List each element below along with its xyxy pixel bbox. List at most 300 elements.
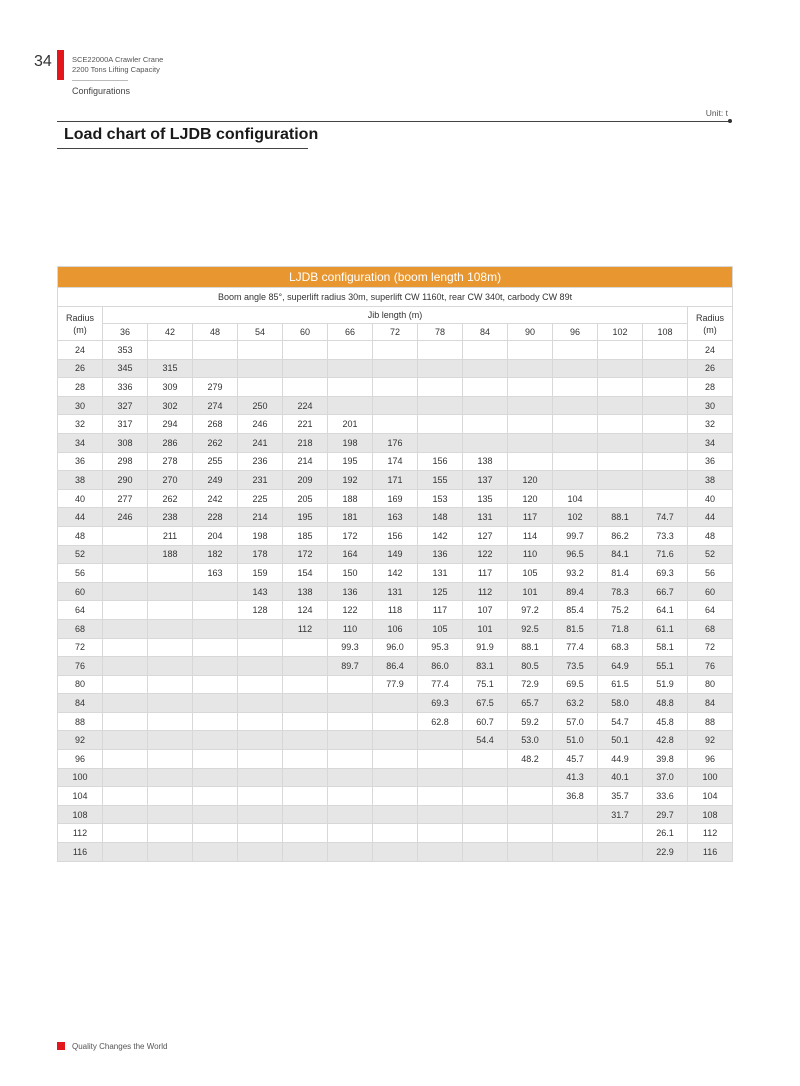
load-value-cell: 41.3: [553, 768, 598, 787]
load-value-cell: [283, 712, 328, 731]
load-value-cell: [328, 805, 373, 824]
load-value-cell: [103, 694, 148, 713]
load-value-cell: [373, 341, 418, 360]
load-value-cell: 142: [418, 526, 463, 545]
load-value-cell: 246: [103, 508, 148, 527]
load-value-cell: [148, 805, 193, 824]
load-value-cell: 228: [193, 508, 238, 527]
load-value-cell: 176: [373, 433, 418, 452]
load-value-cell: [283, 750, 328, 769]
load-value-cell: 117: [463, 564, 508, 583]
table-row: [58, 582, 733, 601]
load-value-cell: 150: [328, 564, 373, 583]
jib-length-cell: 42: [148, 324, 193, 341]
load-value-cell: [328, 712, 373, 731]
radius-cell-left: 40: [58, 489, 103, 508]
radius-cell-right: 84: [688, 694, 733, 713]
load-value-cell: [553, 471, 598, 490]
load-value-cell: 106: [373, 619, 418, 638]
radius-cell-left: 96: [58, 750, 103, 769]
radius-cell-left: 116: [58, 843, 103, 862]
load-value-cell: [103, 657, 148, 676]
radius-cell-left: 84: [58, 694, 103, 713]
radius-cell-left: 32: [58, 415, 103, 434]
load-value-cell: [553, 415, 598, 434]
jib-length-cell: 54: [238, 324, 283, 341]
load-value-cell: 77.4: [418, 675, 463, 694]
load-value-cell: [283, 638, 328, 657]
load-value-cell: 64.9: [598, 657, 643, 676]
load-value-cell: [238, 341, 283, 360]
load-value-cell: 198: [238, 526, 283, 545]
load-value-cell: 73.5: [553, 657, 598, 676]
load-value-cell: [463, 341, 508, 360]
load-value-cell: [238, 824, 283, 843]
load-value-cell: [373, 359, 418, 378]
load-value-cell: [238, 805, 283, 824]
load-value-cell: [238, 378, 283, 397]
jib-length-cell: 78: [418, 324, 463, 341]
load-value-cell: [238, 712, 283, 731]
load-value-cell: 204: [193, 526, 238, 545]
load-value-cell: [463, 378, 508, 397]
load-value-cell: 138: [463, 452, 508, 471]
load-value-cell: [328, 750, 373, 769]
load-value-cell: [148, 824, 193, 843]
load-value-cell: [238, 657, 283, 676]
load-value-cell: [463, 824, 508, 843]
load-value-cell: 31.7: [598, 805, 643, 824]
load-value-cell: 238: [148, 508, 193, 527]
table-row: [58, 601, 733, 620]
load-value-cell: [553, 452, 598, 471]
load-value-cell: [193, 582, 238, 601]
load-value-cell: 298: [103, 452, 148, 471]
load-value-cell: 156: [373, 526, 418, 545]
load-value-cell: [598, 843, 643, 862]
load-value-cell: 69.5: [553, 675, 598, 694]
load-value-cell: 69.3: [643, 564, 688, 583]
load-value-cell: 172: [328, 526, 373, 545]
load-value-cell: 241: [238, 433, 283, 452]
load-value-cell: 124: [283, 601, 328, 620]
load-value-cell: 85.4: [553, 601, 598, 620]
load-value-cell: 353: [103, 341, 148, 360]
load-value-cell: 154: [283, 564, 328, 583]
load-value-cell: 270: [148, 471, 193, 490]
load-value-cell: [418, 359, 463, 378]
load-value-cell: 218: [283, 433, 328, 452]
table-row: [58, 787, 733, 806]
radius-cell-right: 26: [688, 359, 733, 378]
load-value-cell: [373, 712, 418, 731]
load-value-cell: [598, 341, 643, 360]
load-value-cell: [418, 805, 463, 824]
load-value-cell: [328, 378, 373, 397]
load-value-cell: [103, 712, 148, 731]
load-value-cell: [373, 750, 418, 769]
load-value-cell: 156: [418, 452, 463, 471]
load-value-cell: 211: [148, 526, 193, 545]
load-value-cell: [193, 601, 238, 620]
load-value-cell: [103, 768, 148, 787]
load-value-cell: [193, 768, 238, 787]
load-value-cell: [508, 359, 553, 378]
load-value-cell: [283, 824, 328, 843]
load-value-cell: 153: [418, 489, 463, 508]
load-value-cell: [283, 675, 328, 694]
load-value-cell: [238, 619, 283, 638]
load-value-cell: 105: [508, 564, 553, 583]
load-value-cell: 125: [418, 582, 463, 601]
load-value-cell: 67.5: [463, 694, 508, 713]
load-value-cell: [103, 675, 148, 694]
load-chart-table: [57, 266, 733, 862]
table-row: [58, 526, 733, 545]
load-value-cell: 51.0: [553, 731, 598, 750]
load-value-cell: [148, 619, 193, 638]
radius-header-right-label: Radius: [696, 312, 725, 323]
load-value-cell: 57.0: [553, 712, 598, 731]
table-banner: LJDB configuration (boom length 108m): [58, 267, 733, 288]
load-value-cell: 290: [103, 471, 148, 490]
radius-cell-left: 108: [58, 805, 103, 824]
load-value-cell: 95.3: [418, 638, 463, 657]
radius-cell-right: 24: [688, 341, 733, 360]
load-value-cell: 107: [463, 601, 508, 620]
table-row: [58, 378, 733, 397]
load-value-cell: [508, 452, 553, 471]
radius-cell-right: 34: [688, 433, 733, 452]
load-value-cell: [418, 396, 463, 415]
load-value-cell: [148, 768, 193, 787]
load-value-cell: [643, 433, 688, 452]
load-value-cell: [328, 787, 373, 806]
unit-label: Unit: t: [705, 108, 728, 118]
radius-cell-left: 34: [58, 433, 103, 452]
load-value-cell: [103, 582, 148, 601]
load-value-cell: 148: [418, 508, 463, 527]
load-value-cell: 135: [463, 489, 508, 508]
jib-length-cell: 84: [463, 324, 508, 341]
load-value-cell: [508, 341, 553, 360]
load-value-cell: 214: [283, 452, 328, 471]
table-row: [58, 805, 733, 824]
radius-cell-left: 44: [58, 508, 103, 527]
radius-cell-left: 72: [58, 638, 103, 657]
load-value-cell: 62.8: [418, 712, 463, 731]
load-value-cell: [643, 415, 688, 434]
load-value-cell: 302: [148, 396, 193, 415]
page-number: 34: [34, 53, 52, 70]
load-value-cell: 81.4: [598, 564, 643, 583]
table-row: [58, 508, 733, 527]
table-row: [58, 452, 733, 471]
load-value-cell: [463, 359, 508, 378]
load-value-cell: 188: [328, 489, 373, 508]
load-value-cell: [103, 601, 148, 620]
load-value-cell: [103, 526, 148, 545]
load-value-cell: [418, 824, 463, 843]
radius-cell-right: 60: [688, 582, 733, 601]
load-value-cell: [553, 824, 598, 843]
load-value-cell: 44.9: [598, 750, 643, 769]
load-value-cell: 205: [283, 489, 328, 508]
table-row: [58, 545, 733, 564]
load-value-cell: 48.2: [508, 750, 553, 769]
header-product-info: [72, 55, 163, 75]
load-value-cell: 110: [508, 545, 553, 564]
jib-length-cell: 108: [643, 324, 688, 341]
load-value-cell: [508, 768, 553, 787]
load-value-cell: 195: [328, 452, 373, 471]
load-value-cell: 86.2: [598, 526, 643, 545]
load-value-cell: [238, 768, 283, 787]
load-value-cell: [508, 415, 553, 434]
title-underline: [57, 148, 308, 149]
table-row: [58, 415, 733, 434]
load-value-cell: 80.5: [508, 657, 553, 676]
load-value-cell: 58.0: [598, 694, 643, 713]
load-value-cell: 53.0: [508, 731, 553, 750]
load-value-cell: [373, 731, 418, 750]
load-value-cell: [598, 359, 643, 378]
load-value-cell: [193, 694, 238, 713]
load-value-cell: [418, 843, 463, 862]
table-row: [58, 489, 733, 508]
radius-cell-left: 30: [58, 396, 103, 415]
load-value-cell: [463, 768, 508, 787]
load-value-cell: [643, 378, 688, 397]
load-value-cell: [418, 731, 463, 750]
table-row: [58, 359, 733, 378]
radius-cell-right: 56: [688, 564, 733, 583]
radius-cell-left: 60: [58, 582, 103, 601]
load-value-cell: 117: [508, 508, 553, 527]
load-value-cell: 163: [373, 508, 418, 527]
load-value-cell: [238, 843, 283, 862]
load-value-cell: 131: [463, 508, 508, 527]
load-value-cell: 182: [193, 545, 238, 564]
load-value-cell: 54.4: [463, 731, 508, 750]
load-value-cell: 36.8: [553, 787, 598, 806]
load-value-cell: [373, 694, 418, 713]
load-value-cell: 72.9: [508, 675, 553, 694]
load-value-cell: [643, 471, 688, 490]
load-value-cell: 86.4: [373, 657, 418, 676]
load-value-cell: 102: [553, 508, 598, 527]
load-value-cell: [418, 787, 463, 806]
load-value-cell: 39.8: [643, 750, 688, 769]
load-value-cell: 315: [148, 359, 193, 378]
load-value-cell: 104: [553, 489, 598, 508]
load-value-cell: [328, 675, 373, 694]
radius-cell-right: 28: [688, 378, 733, 397]
load-value-cell: [418, 768, 463, 787]
load-value-cell: [148, 843, 193, 862]
load-value-cell: [193, 787, 238, 806]
load-value-cell: 120: [508, 489, 553, 508]
load-value-cell: 68.3: [598, 638, 643, 657]
jib-length-cell: 96: [553, 324, 598, 341]
load-value-cell: [103, 638, 148, 657]
load-value-cell: 22.9: [643, 843, 688, 862]
radius-cell-right: 116: [688, 843, 733, 862]
radius-cell-left: 100: [58, 768, 103, 787]
load-value-cell: 45.8: [643, 712, 688, 731]
load-value-cell: [373, 805, 418, 824]
load-value-cell: [193, 843, 238, 862]
load-value-cell: 50.1: [598, 731, 643, 750]
load-chart-body: [58, 341, 733, 862]
load-value-cell: [103, 824, 148, 843]
radius-cell-right: 88: [688, 712, 733, 731]
load-value-cell: 54.7: [598, 712, 643, 731]
load-value-cell: [508, 843, 553, 862]
load-value-cell: 317: [103, 415, 148, 434]
load-value-cell: 42.8: [643, 731, 688, 750]
load-value-cell: [283, 657, 328, 676]
load-value-cell: 55.1: [643, 657, 688, 676]
load-value-cell: [373, 415, 418, 434]
header-product-line: SCE22000A Crawler Crane: [72, 55, 164, 64]
table-row: [58, 712, 733, 731]
load-value-cell: [643, 396, 688, 415]
load-value-cell: 198: [328, 433, 373, 452]
radius-cell-left: 68: [58, 619, 103, 638]
load-value-cell: [193, 675, 238, 694]
load-value-cell: 45.7: [553, 750, 598, 769]
radius-cell-left: 92: [58, 731, 103, 750]
load-value-cell: [148, 638, 193, 657]
load-value-cell: 71.8: [598, 619, 643, 638]
radius-cell-right: 76: [688, 657, 733, 676]
brand-accent-bar: [57, 50, 64, 80]
load-value-cell: 112: [463, 582, 508, 601]
load-value-cell: 96.0: [373, 638, 418, 657]
load-value-cell: 99.7: [553, 526, 598, 545]
load-value-cell: [148, 341, 193, 360]
load-value-cell: 65.7: [508, 694, 553, 713]
load-value-cell: 69.3: [418, 694, 463, 713]
load-value-cell: [463, 843, 508, 862]
load-value-cell: [328, 341, 373, 360]
load-value-cell: 279: [193, 378, 238, 397]
load-value-cell: 142: [373, 564, 418, 583]
load-value-cell: 209: [283, 471, 328, 490]
load-value-cell: 236: [238, 452, 283, 471]
load-value-cell: 136: [418, 545, 463, 564]
load-value-cell: [373, 378, 418, 397]
table-row: [58, 843, 733, 862]
load-value-cell: 26.1: [643, 824, 688, 843]
load-value-cell: 262: [148, 489, 193, 508]
load-value-cell: [463, 750, 508, 769]
load-value-cell: 105: [418, 619, 463, 638]
load-value-cell: [283, 341, 328, 360]
table-row: [58, 433, 733, 452]
radius-cell-right: 92: [688, 731, 733, 750]
load-value-cell: [193, 712, 238, 731]
load-value-cell: [103, 564, 148, 583]
load-value-cell: [328, 824, 373, 843]
load-value-cell: [103, 545, 148, 564]
radius-cell-right: 40: [688, 489, 733, 508]
load-value-cell: [148, 694, 193, 713]
load-value-cell: [328, 396, 373, 415]
load-value-cell: 174: [373, 452, 418, 471]
load-value-cell: [148, 564, 193, 583]
load-value-cell: [148, 750, 193, 769]
radius-cell-left: 88: [58, 712, 103, 731]
table-row: [58, 396, 733, 415]
load-value-cell: 163: [193, 564, 238, 583]
load-value-cell: 29.7: [643, 805, 688, 824]
table-row: [58, 675, 733, 694]
load-value-cell: [463, 415, 508, 434]
load-value-cell: [148, 657, 193, 676]
load-value-cell: [553, 396, 598, 415]
radius-cell-right: 44: [688, 508, 733, 527]
footer-accent-square: [57, 1042, 65, 1050]
load-value-cell: 159: [238, 564, 283, 583]
load-value-cell: [373, 768, 418, 787]
load-value-cell: [508, 396, 553, 415]
load-value-cell: 345: [103, 359, 148, 378]
radius-cell-right: 64: [688, 601, 733, 620]
load-value-cell: [193, 657, 238, 676]
load-value-cell: [643, 489, 688, 508]
load-value-cell: [193, 731, 238, 750]
load-value-cell: 71.6: [643, 545, 688, 564]
header-divider: [72, 80, 128, 81]
load-value-cell: 88.1: [508, 638, 553, 657]
table-row: [58, 564, 733, 583]
load-value-cell: 250: [238, 396, 283, 415]
load-value-cell: 40.1: [598, 768, 643, 787]
radius-cell-right: 32: [688, 415, 733, 434]
radius-cell-right: 68: [688, 619, 733, 638]
load-value-cell: [463, 787, 508, 806]
load-value-cell: [193, 341, 238, 360]
load-value-cell: 138: [283, 582, 328, 601]
jib-length-header: Jib length (m): [103, 307, 688, 324]
load-value-cell: 83.1: [463, 657, 508, 676]
load-value-cell: [373, 787, 418, 806]
load-value-cell: [148, 601, 193, 620]
load-value-cell: 73.3: [643, 526, 688, 545]
load-value-cell: 84.1: [598, 545, 643, 564]
radius-header-right-unit: (m): [703, 324, 717, 335]
load-value-cell: 131: [373, 582, 418, 601]
load-value-cell: [238, 731, 283, 750]
load-value-cell: 278: [148, 452, 193, 471]
table-row: [58, 657, 733, 676]
load-value-cell: 164: [328, 545, 373, 564]
load-value-cell: [553, 341, 598, 360]
table-row: [58, 694, 733, 713]
load-value-cell: 231: [238, 471, 283, 490]
table-conditions: Boom angle 85°, superlift radius 30m, superlift CW 1160t, rear CW 340t, carbody CW 89t: [58, 288, 733, 307]
load-value-cell: 63.2: [553, 694, 598, 713]
load-value-cell: 201: [328, 415, 373, 434]
load-value-cell: 336: [103, 378, 148, 397]
table-row: [58, 824, 733, 843]
load-value-cell: 37.0: [643, 768, 688, 787]
title-rule-endpoint: [728, 119, 732, 123]
load-value-cell: 99.3: [328, 638, 373, 657]
page-title: Load chart of LJDB configuration: [64, 126, 319, 143]
